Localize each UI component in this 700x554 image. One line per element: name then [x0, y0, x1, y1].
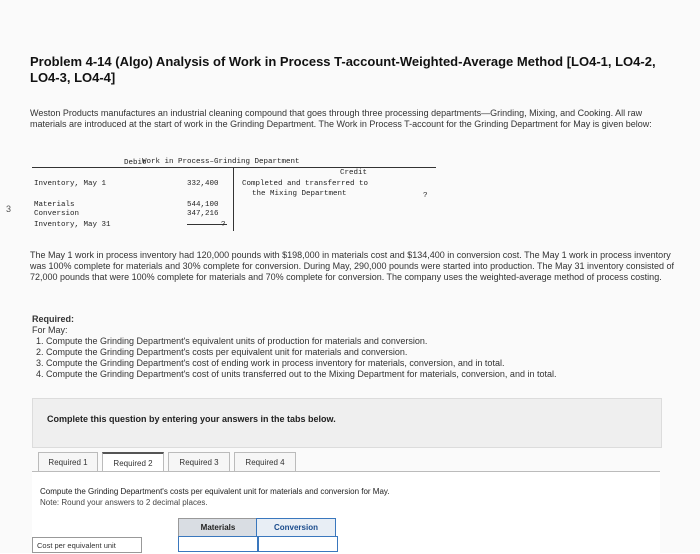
- t-account: [32, 158, 436, 232]
- t-account-divider: [233, 167, 234, 231]
- conversion-label: Conversion: [34, 210, 80, 218]
- materials-column-header: Materials: [178, 518, 258, 538]
- debit-header: Debit: [124, 159, 147, 167]
- completed-transferred-label-2: the Mixing Department: [252, 190, 347, 198]
- answer-grid-header: [178, 518, 336, 536]
- tab-content: [32, 471, 660, 554]
- materials-value: 544,100: [187, 201, 219, 209]
- instruction-panel: [32, 398, 662, 448]
- instruction-panel-text: Complete this question by entering your answers in the tabs below.: [47, 414, 336, 424]
- tab-required-3[interactable]: Required 3: [168, 452, 230, 474]
- tab-required-2[interactable]: Required 2: [102, 452, 164, 475]
- inventory-may31-value: ?: [221, 221, 226, 229]
- required-subheading: For May:: [32, 325, 68, 335]
- inventory-may31-label: Inventory, May 31: [34, 221, 111, 229]
- margin-mark: 3: [6, 204, 12, 214]
- tab-instruction-note: Note: Round your answers to 2 decimal places.: [40, 498, 208, 507]
- tab-required-4[interactable]: Required 4: [234, 452, 296, 474]
- t-account-title: Work in Process–Grinding Department: [142, 158, 300, 166]
- conversion-cost-input[interactable]: [258, 536, 338, 552]
- t-account-top-line: [32, 167, 436, 168]
- tab-instruction-text: Compute the Grinding Department's costs per equivalent unit for materials and conversion for May.: [40, 487, 390, 496]
- required-heading: Required:: [32, 314, 75, 324]
- required-item: 2. Compute the Grinding Department's costs per equivalent unit for materials and conversion.: [36, 347, 408, 357]
- completed-transferred-label-1: Completed and transferred to: [242, 180, 369, 188]
- required-item: 1. Compute the Grinding Department's equivalent units of production for materials and conversion.: [36, 336, 428, 346]
- inventory-may1-value: 332,400: [187, 180, 219, 188]
- problem-intro: Weston Products manufactures an industrial cleaning compound that goes through three processing departments—Grinding, Mixing, and Cooking. All raw materials are introduced at the start of work in the Grinding Department. The Work in Process T-account for the Grinding Department for May is given below:: [30, 108, 652, 129]
- required-list: [32, 336, 556, 380]
- tab-instruction: [40, 486, 390, 508]
- problem-title: Problem 4-14 (Algo) Analysis of Work in Process T-account-Weighted-Average Method [LO4-1, LO4-2, LO4-3, LO4-4]: [30, 54, 656, 85]
- inventory-may1-label: Inventory, May 1: [34, 180, 107, 188]
- conversion-value: 347,216: [187, 210, 219, 218]
- cost-per-equivalent-unit-label: Cost per equivalent unit: [32, 537, 142, 553]
- completed-transferred-value: ?: [423, 192, 428, 200]
- problem-details: The May 1 work in process inventory had 120,000 pounds with $198,000 in materials cost and $134,400 in conversion cost. The May 1 work in process inventory was 100% complete for materials and 30% complete for conversion. During May, 290,000 pounds were started into production. The May 31 inventory consisted of 72,000 pounds that were 100% complete for materials and 70% complete for conversion. The company uses the weighted-average method of process costing.: [30, 250, 675, 282]
- tab-required-1[interactable]: Required 1: [38, 452, 98, 474]
- credit-header: Credit: [340, 169, 368, 177]
- conversion-column-header: Conversion: [256, 518, 336, 538]
- materials-cost-input[interactable]: [178, 536, 258, 552]
- required-item: 3. Compute the Grinding Department's cost of ending work in process inventory for materials, conversion, and in total.: [36, 358, 505, 368]
- required-item: 4. Compute the Grinding Department's cost of units transferred out to the Mixing Department for materials, conversion, and in total.: [36, 369, 557, 379]
- materials-label: Materials: [34, 201, 75, 209]
